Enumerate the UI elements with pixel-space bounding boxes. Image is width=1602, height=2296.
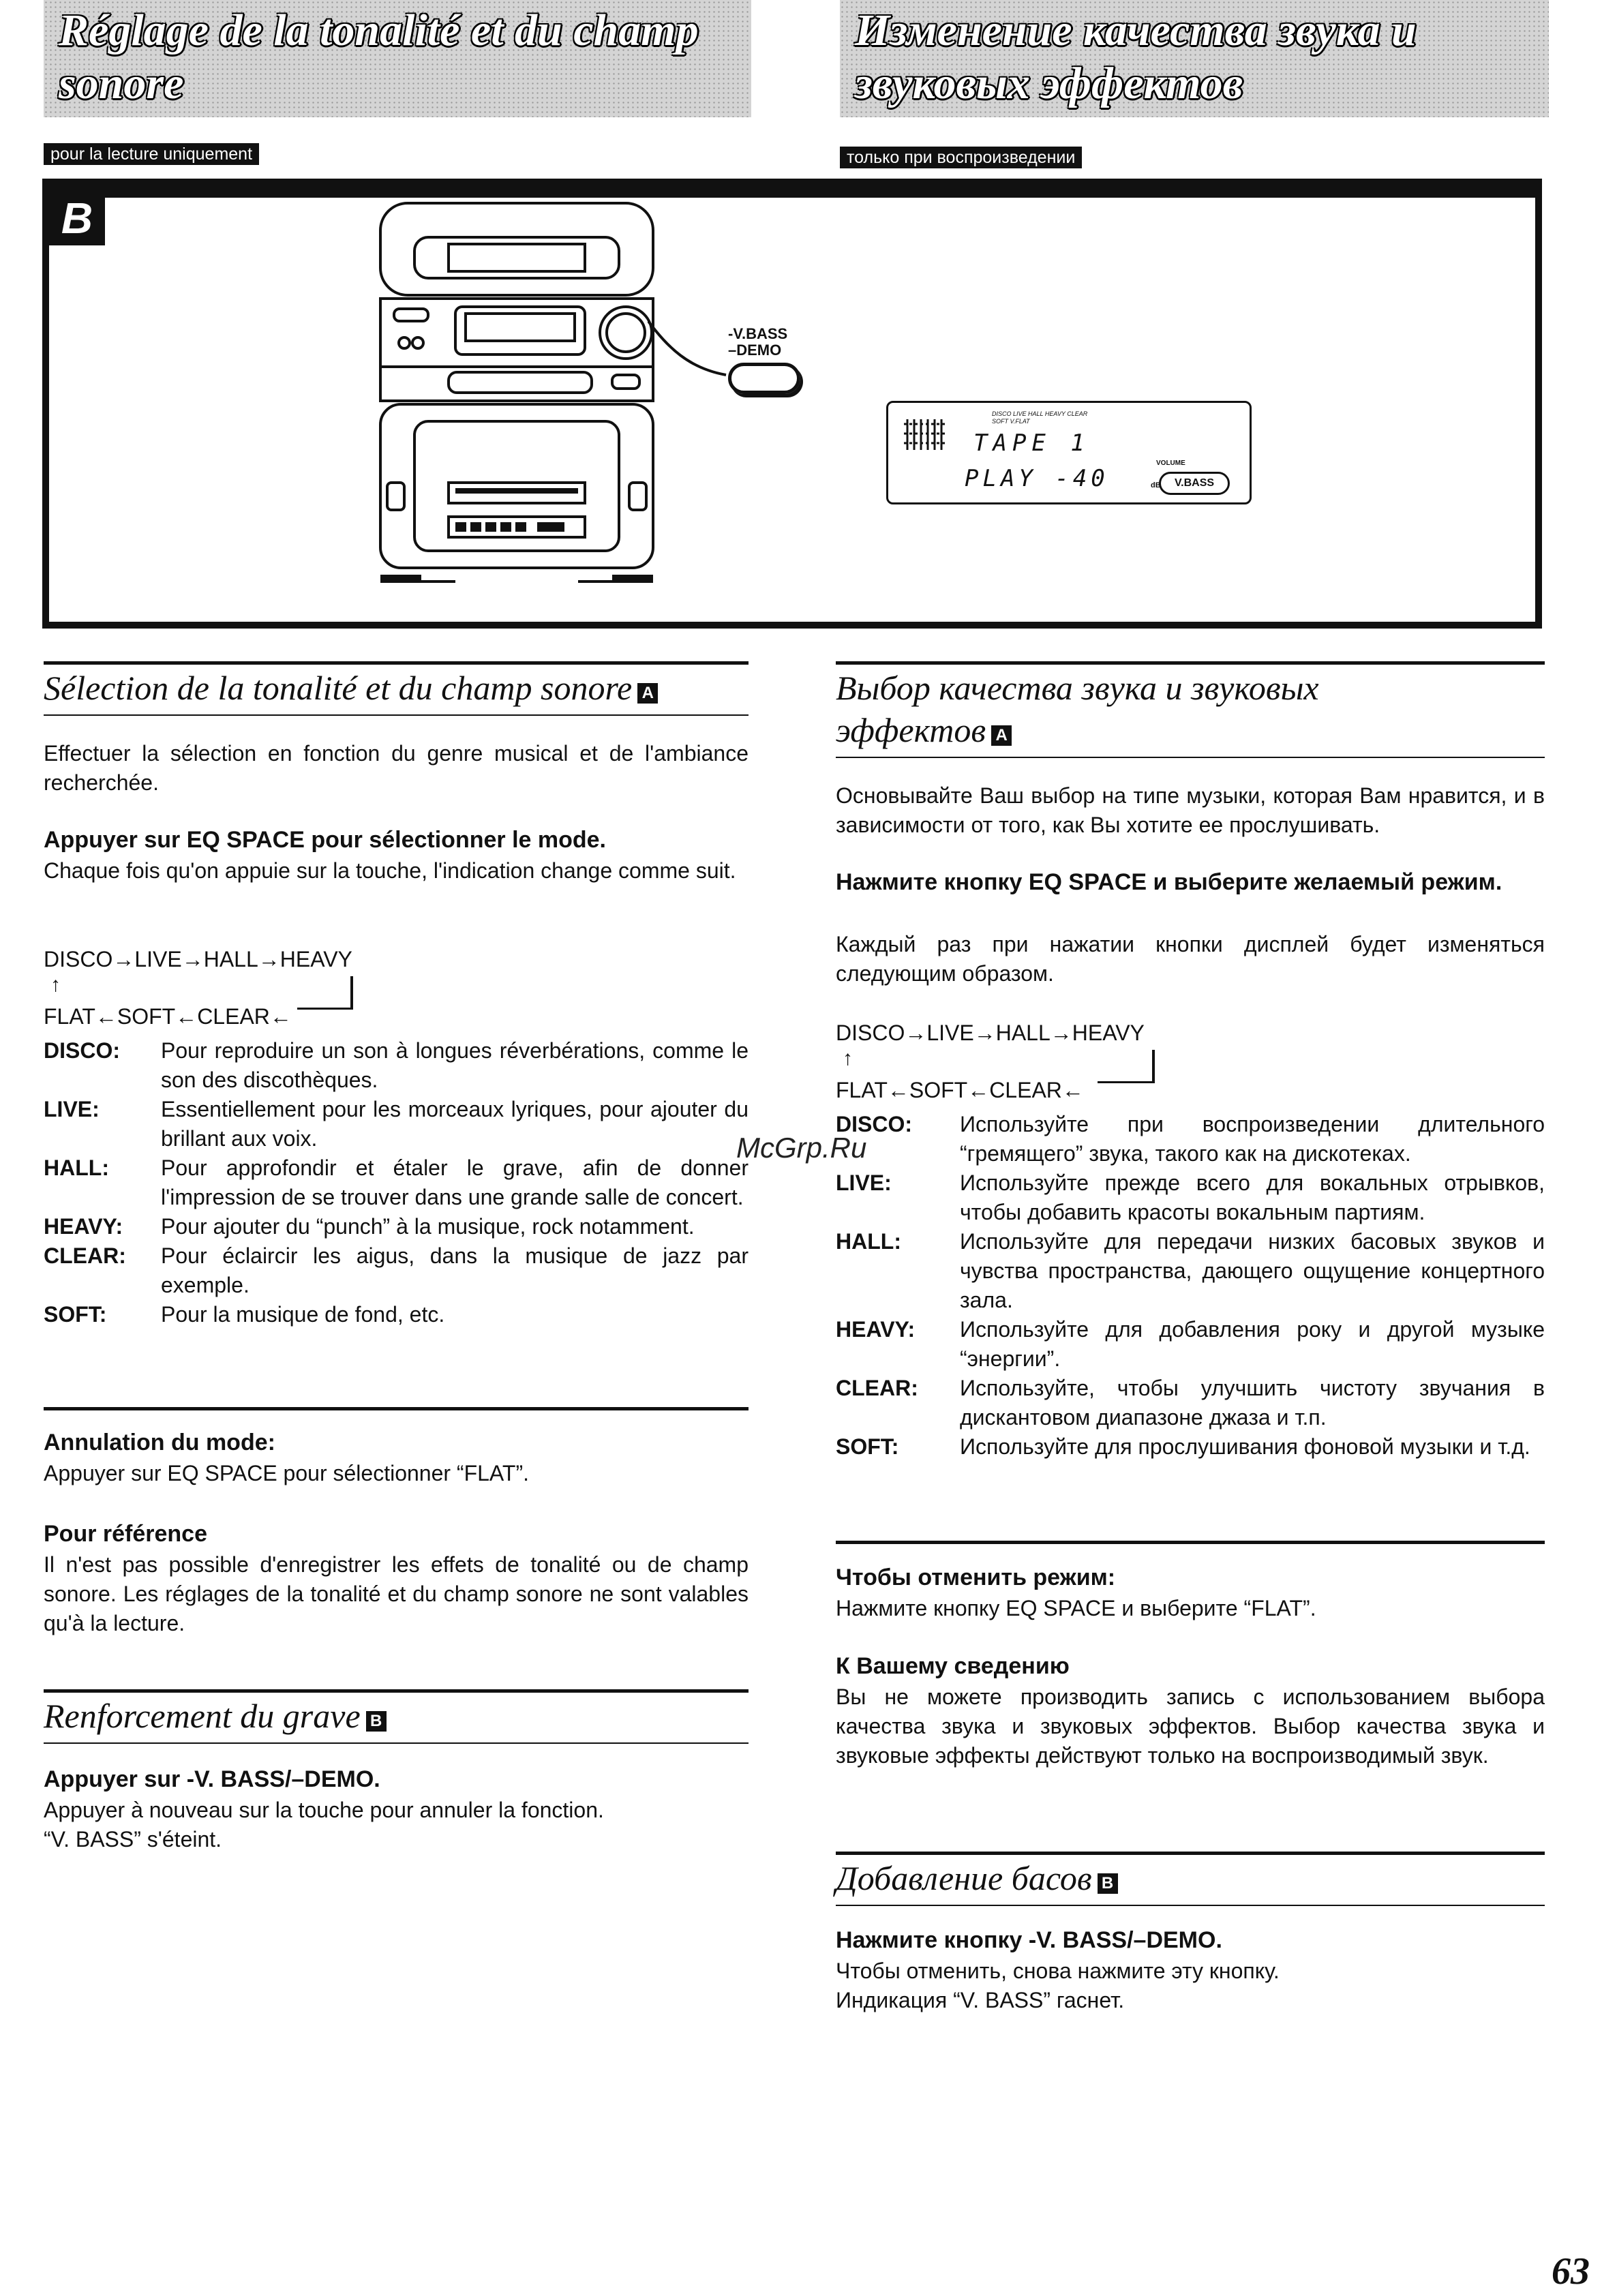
display-volume-label: VOLUME	[1156, 459, 1185, 467]
list-item: SOFT: Используйте для прослушивания фоновой музыки и т.д.	[836, 1434, 1530, 1459]
right-ref-title: К Вашему сведению	[836, 1653, 1070, 1679]
left-intro: Effectuer la sélection en fonction du genre musical et de l'ambiance recherchée.	[44, 741, 749, 795]
left-section2-title: Renforcement du grave B	[44, 1695, 749, 1737]
right-bass-instruction: Нажмите кнопку -V. BASS/–DEMO.	[836, 1927, 1222, 1953]
left-flow-bottom: FLAT←SOFT←CLEAR←	[44, 1004, 292, 1029]
section-badge-a: A	[637, 683, 658, 704]
right-rule-4	[836, 1852, 1545, 1855]
left-flow-up-arrow: ↑	[50, 973, 61, 996]
list-item: HEAVY: Используйте для добавления року и другой музыке “энергии”.	[836, 1317, 1545, 1371]
callout-line	[648, 320, 729, 389]
right-flow-return-h	[1098, 1081, 1155, 1083]
left-cancel-text: Appuyer sur EQ SPACE pour sélectionner “FLAT”.	[44, 1461, 529, 1485]
left-bass-text1: Appuyer à nouveau sur la touche pour annuler la fonction.	[44, 1798, 604, 1822]
figure-label: B	[49, 191, 105, 245]
display-line1: TAPE 1	[973, 429, 1090, 457]
right-rule-5	[836, 1905, 1545, 1906]
left-bass-instruction: Appuyer sur -V. BASS/–DEMO.	[44, 1766, 380, 1792]
display-modes: DISCO LIVE HALL HEAVY CLEAR SOFT V.FLAT	[992, 410, 1088, 425]
left-flow-return	[350, 976, 353, 1009]
left-banner: Réglage de la tonalité et du champ sonore	[44, 0, 751, 117]
right-bass-text2: Индикация “V. BASS” гаснет.	[836, 1988, 1125, 2012]
right-instruction: Нажмите кнопку EQ SPACE и выберите желаемый режим.	[836, 869, 1502, 895]
right-intro: Основывайте Ваш выбор на типе музыки, которая Вам нравится, и в зависимости от того, как Вы хотите ее прослушивать.	[836, 783, 1545, 837]
right-rule-3	[836, 1541, 1545, 1544]
right-flow-return	[1152, 1050, 1155, 1083]
left-rule-1	[44, 661, 749, 665]
left-section1-title: Sélection de la tonalité et du champ sonore A	[44, 667, 749, 709]
right-flow-top: DISCO→LIVE→HALL→HEAVY	[836, 1021, 1145, 1045]
left-playback-tag: pour la lecture uniquement	[44, 143, 259, 165]
right-playback-tag: только при воспроизведении	[840, 147, 1082, 168]
vbass-demo-button[interactable]	[728, 363, 800, 394]
right-flow-up-arrow: ↑	[843, 1047, 853, 1070]
list-item: CLEAR: Используйте, чтобы улучшить чистоту звучания в дискантовом диапазоне джаза и т.п.	[836, 1376, 1545, 1430]
watermark: McGrp.Ru	[736, 1132, 867, 1164]
page-number: 63	[1552, 2250, 1590, 2293]
list-item: DISCO: Pour reproduire un son à longues réverbérations, comme le son des discothèques.	[44, 1038, 749, 1092]
display-db: dB	[1151, 481, 1161, 489]
left-rule-5	[44, 1742, 749, 1744]
disc-grid-icon	[904, 416, 945, 454]
section-badge-b: B	[1098, 1873, 1118, 1894]
list-item: HALL: Используйте для передачи низких басовых звуков и чувства пространства, дающего ощущение концертного зала.	[836, 1229, 1545, 1312]
right-cancel-text: Нажмите кнопку EQ SPACE и выберите “FLAT”.	[836, 1596, 1316, 1620]
left-flow-return-h	[297, 1008, 353, 1010]
right-flow-bottom: FLAT←SOFT←CLEAR←	[836, 1078, 1084, 1102]
right-rule-1	[836, 661, 1545, 665]
list-item: HEAVY: Pour ajouter du “punch” à la musique, rock notamment.	[44, 1214, 695, 1239]
right-banner: Изменение качества звука и звуковых эффектов	[840, 0, 1549, 117]
right-rule-2	[836, 757, 1545, 758]
display-vbass-indicator: V.BASS	[1159, 472, 1230, 495]
left-rule-2	[44, 714, 749, 716]
right-instruction-note: Каждый раз при нажатии кнопки дисплей будет изменяться следующим образом.	[836, 932, 1545, 986]
display-line2: PLAY -40	[965, 465, 1109, 492]
left-instruction: Appuyer sur EQ SPACE pour sélectionner le mode.	[44, 827, 606, 853]
figure-frame	[42, 179, 1542, 629]
right-section1-title: Выбор качества звука и звуковых эффектов A	[836, 669, 1319, 749]
left-rule-3	[44, 1407, 749, 1410]
left-ref-title: Pour référence	[44, 1521, 207, 1547]
left-flow-top: DISCO→LIVE→HALL→HEAVY	[44, 947, 352, 971]
list-item: HALL: Pour approfondir et étaler le grave, afin de donner l'impression de se trouver dans une grande salle de concert.	[44, 1155, 749, 1209]
list-item: DISCO: Используйте при воспроизведении длительного “гремящего” звука, такого как на дискотеках.	[836, 1112, 1545, 1166]
left-mode-list	[44, 1036, 749, 1329]
left-ref-text: Il n'est pas possible d'enregistrer les effets de tonalité ou de champ sonore. Les réglages de la tonalité et du champ sonore ne sont valables qu'à la lecture.	[44, 1552, 749, 1635]
right-bass-text1: Чтобы отменить, снова нажмите эту кнопку.	[836, 1959, 1280, 1983]
right-cancel-title: Чтобы отменить режим:	[836, 1565, 1116, 1590]
section-badge-a: A	[991, 725, 1012, 746]
right-mode-list	[836, 1110, 1545, 1462]
left-rule-4	[44, 1689, 749, 1693]
list-item: SOFT: Pour la musique de fond, etc.	[44, 1302, 445, 1327]
list-item: CLEAR: Pour éclaircir les aigus, dans la musique de jazz par exemple.	[44, 1243, 749, 1297]
stereo-system-illustration	[374, 196, 660, 599]
list-item: LIVE: Essentiellement pour les morceaux lyriques, pour ajouter du brillant aux voix.	[44, 1097, 749, 1151]
right-section2-title: Добавление басов B	[836, 1857, 1545, 1899]
left-bass-text2: “V. BASS” s'éteint.	[44, 1827, 222, 1852]
vbass-label: -V.BASS –DEMO	[728, 325, 788, 359]
right-ref-text: Вы не можете производить запись с использованием выбора качества звука и звуковых эффектов. Выбор качества звука и звуковые эффекты действуют только на воспроизводимый звук.	[836, 1685, 1545, 1768]
left-cancel-title: Annulation du mode:	[44, 1430, 275, 1455]
left-instruction-note: Chaque fois qu'on appuie sur la touche, l'indication change comme suit.	[44, 858, 736, 883]
section-badge-b: B	[366, 1711, 387, 1732]
list-item: LIVE: Используйте прежде всего для вокальных отрывков, чтобы добавить красоты вокальным партиям.	[836, 1170, 1545, 1224]
